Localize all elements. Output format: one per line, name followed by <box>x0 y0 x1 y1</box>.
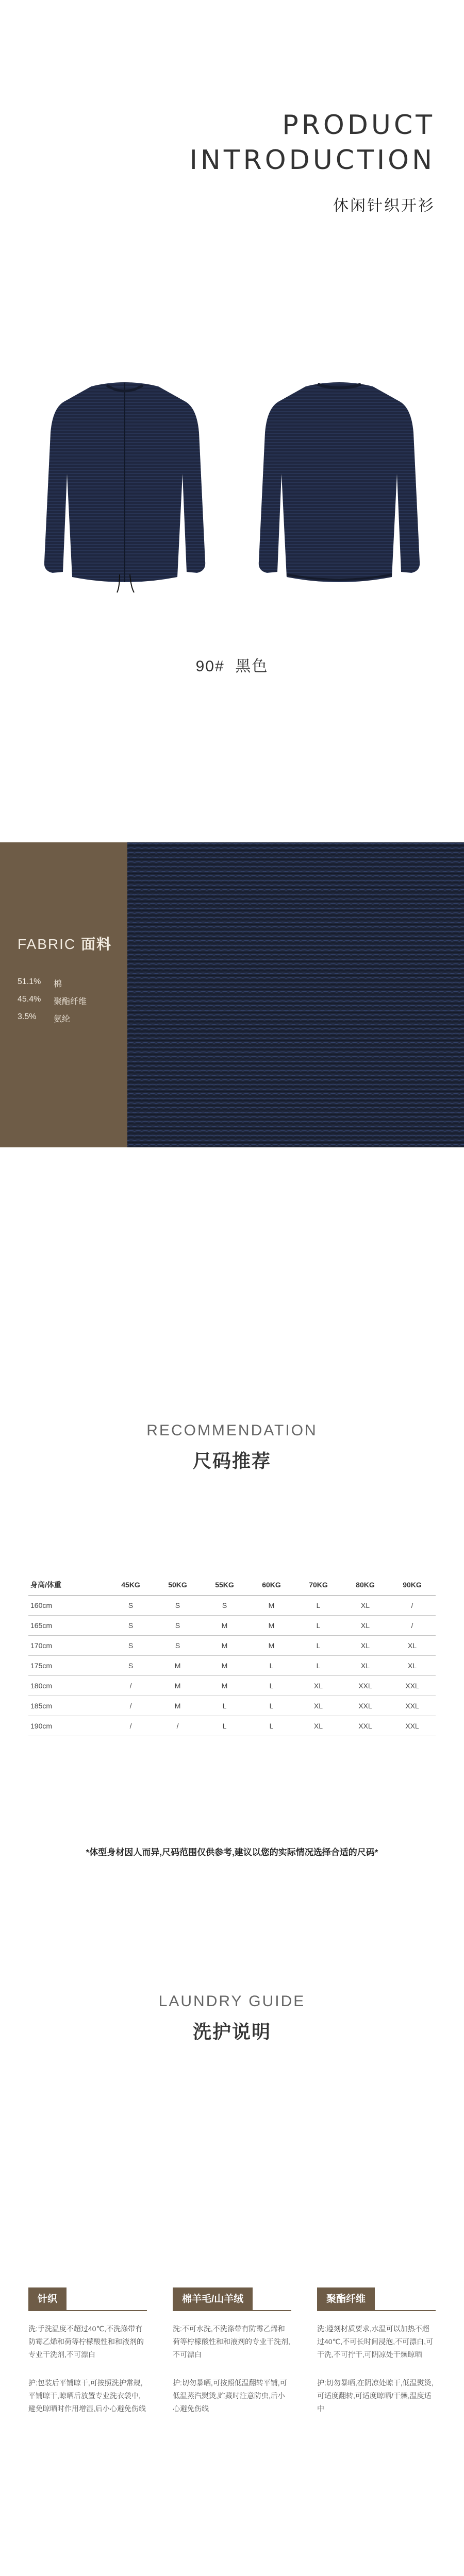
size-cell: L <box>295 1596 342 1616</box>
size-table-row <box>28 1636 436 1656</box>
care-tag: 聚酯纤维 <box>317 2287 375 2311</box>
size-table-row <box>28 1676 436 1696</box>
size-cell: XXL <box>389 1716 436 1736</box>
laundry-title-en: LAUNDRY GUIDE <box>158 1993 306 2010</box>
color-caption <box>0 653 464 676</box>
care-wash-text: 洗:遵刻材质要求,水温可以加热不超过40℃,不可长时间浸泡,不可漂白,可干洗,不可拧干,可阴凉处干燥晾晒 <box>317 2325 433 2359</box>
size-cell: / <box>389 1616 436 1636</box>
size-cell: / <box>154 1716 201 1736</box>
fabric-texture-image <box>127 842 464 1147</box>
size-cell: S <box>107 1616 154 1636</box>
size-cell: L <box>295 1656 342 1676</box>
size-cell: M <box>154 1676 201 1696</box>
size-cell: M <box>201 1656 248 1676</box>
size-cell: L <box>201 1696 248 1716</box>
size-cell: XXL <box>342 1696 389 1716</box>
product-back-image <box>257 376 422 598</box>
size-note: *体型身材因人而异,尺码范围仅供参考,建议以您的实际情况选择合适的尺码* <box>86 1848 378 1857</box>
composition-row: 45.4% 聚酯纤维 <box>18 995 87 1006</box>
care-card <box>28 2287 147 2415</box>
size-cell: XXL <box>389 1696 436 1716</box>
fabric-heading <box>18 933 112 954</box>
size-cell: S <box>201 1596 248 1616</box>
size-cell: / <box>107 1716 154 1736</box>
size-cell: M <box>154 1696 201 1716</box>
size-table-row <box>28 1696 436 1716</box>
composition-row: 51.1% 棉 <box>18 977 62 989</box>
size-cell: XL <box>295 1716 342 1736</box>
size-table-row <box>28 1716 436 1736</box>
size-cell: M <box>248 1636 295 1656</box>
fabric-label-en: FABRIC <box>18 936 76 952</box>
size-cell: / <box>107 1696 154 1716</box>
care-care-text: 护:包装后平铺晾干,可按照洗护常规,平铺晾干,晾晒后放置专业洗衣袋中,避免晾晒时作用增湿,后小心避免伤线 <box>28 2379 146 2413</box>
size-table <box>28 1574 436 1736</box>
height-cell: 160cm <box>28 1596 107 1616</box>
size-cell: M <box>154 1656 201 1676</box>
intro-title-line2: INTRODUCTION <box>189 145 435 176</box>
size-table-row <box>28 1656 436 1676</box>
color-name: 黑色 <box>235 658 269 675</box>
size-table-header: 身高/体重 45KG 50KG 55KG 60KG 70KG 80KG 90KG <box>28 1574 436 1596</box>
size-cell: XL <box>342 1596 389 1616</box>
size-cell: XL <box>295 1696 342 1716</box>
size-cell: S <box>154 1596 201 1616</box>
size-cell: XL <box>295 1676 342 1696</box>
size-cell: / <box>107 1676 154 1696</box>
care-wash-text: 洗:不可水洗,不洗涤带有防霉乙烯和荷等柠檬酸性和和液剂的专业干洗剂,不可漂白 <box>173 2325 290 2359</box>
size-cell: L <box>248 1656 295 1676</box>
size-cell: L <box>248 1716 295 1736</box>
size-table-row <box>28 1596 436 1616</box>
size-cell: S <box>107 1636 154 1656</box>
height-cell: 170cm <box>28 1636 107 1656</box>
size-cell: XL <box>389 1636 436 1656</box>
color-code: 90# <box>195 658 225 675</box>
size-cell: XL <box>342 1636 389 1656</box>
height-cell: 185cm <box>28 1696 107 1716</box>
height-cell: 190cm <box>28 1716 107 1736</box>
care-tag: 棉羊毛/山羊绒 <box>173 2287 253 2311</box>
size-cell: XXL <box>389 1676 436 1696</box>
size-table-row <box>28 1616 436 1636</box>
composition-row: 3.5% 氨纶 <box>18 1012 71 1024</box>
care-care-text: 护:切勿暴晒,可按照低温翻转平铺,可低温蒸汽熨烫,贮藏时注意防虫,后小心避免伤线 <box>173 2379 287 2413</box>
size-cell: L <box>248 1676 295 1696</box>
size-cell: L <box>295 1616 342 1636</box>
size-cell: XXL <box>342 1676 389 1696</box>
size-cell: L <box>295 1636 342 1656</box>
height-cell: 165cm <box>28 1616 107 1636</box>
size-cell: S <box>154 1636 201 1656</box>
care-wash-text: 洗:手洗温度不超过40℃,不洗涤带有防霉乙烯和荷等柠檬酸性和和液剂的专业干洗剂,不可漂白 <box>28 2325 144 2359</box>
size-cell: S <box>154 1616 201 1636</box>
size-cell: XL <box>342 1616 389 1636</box>
size-cell: M <box>201 1636 248 1656</box>
size-cell: L <box>201 1716 248 1736</box>
size-cell: M <box>201 1616 248 1636</box>
care-tag: 针织 <box>28 2287 67 2311</box>
size-cell: XL <box>389 1656 436 1676</box>
recommendation-title-zh: 尺码推荐 <box>192 1450 271 1471</box>
size-cell: XL <box>342 1656 389 1676</box>
care-card <box>317 2287 436 2415</box>
size-cell: M <box>201 1676 248 1696</box>
recommendation-title-en: RECOMMENDATION <box>146 1422 318 1439</box>
size-cell: S <box>107 1596 154 1616</box>
height-cell: 180cm <box>28 1676 107 1696</box>
size-cell: S <box>107 1656 154 1676</box>
product-front-image <box>42 376 207 598</box>
laundry-title-zh: 洗护说明 <box>192 2021 271 2042</box>
product-subtitle: 休闲针织开衫 <box>333 197 435 214</box>
intro-title-line1: PRODUCT <box>282 110 435 141</box>
size-cell: M <box>248 1616 295 1636</box>
care-card <box>173 2287 291 2415</box>
fabric-label-zh: 面料 <box>81 936 112 952</box>
size-cell: XXL <box>342 1716 389 1736</box>
care-care-text: 护:切勿暴晒,在阴凉处晾干,低温熨烫,可适度翻转,可适度晾晒/干燥,温度适中 <box>317 2379 434 2413</box>
height-cell: 175cm <box>28 1656 107 1676</box>
fabric-info <box>0 842 127 1147</box>
fabric-panel <box>0 842 464 1147</box>
size-cell: / <box>389 1596 436 1616</box>
size-cell: L <box>248 1696 295 1716</box>
size-cell: M <box>248 1596 295 1616</box>
